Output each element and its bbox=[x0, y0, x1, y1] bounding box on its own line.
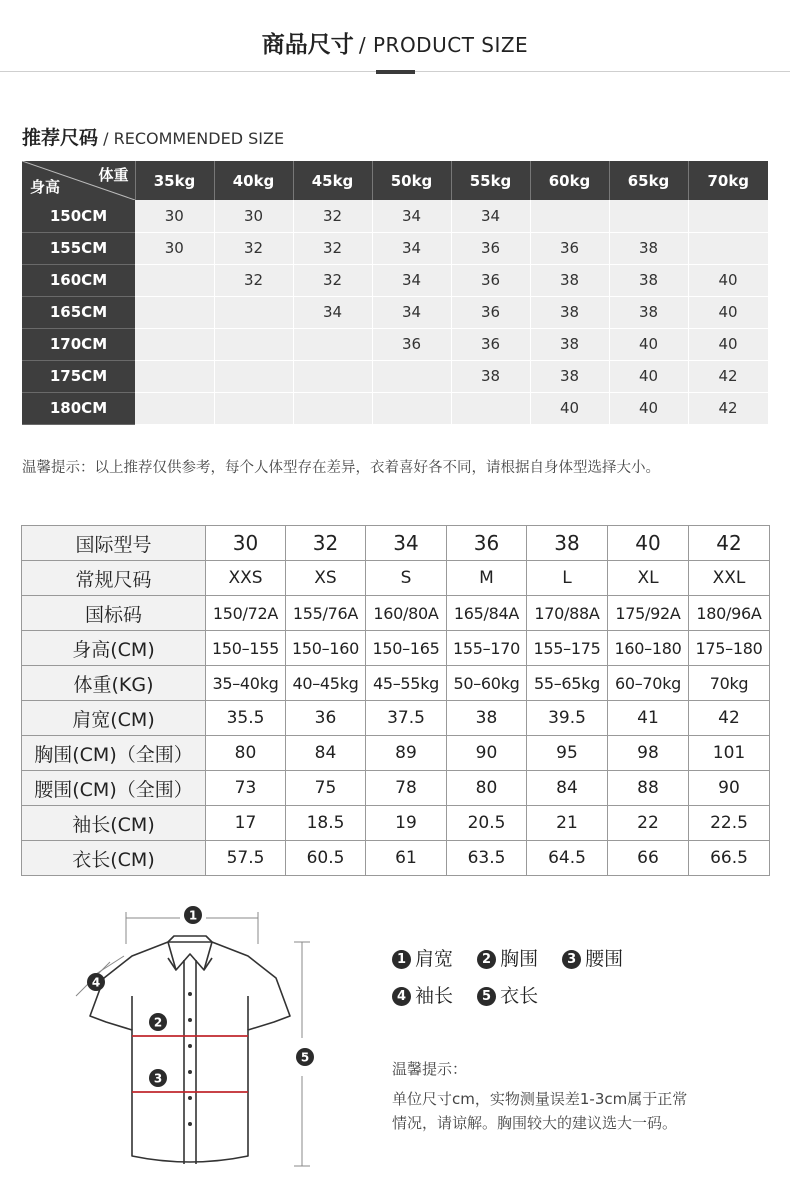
recommended-size-cell: 34 bbox=[372, 200, 451, 232]
legend-label: 肩宽 bbox=[415, 948, 454, 970]
spec-value: 84 bbox=[527, 771, 608, 806]
spec-value: 45–55kg bbox=[366, 666, 447, 701]
weight-header: 55kg bbox=[451, 161, 530, 200]
spec-value: 42 bbox=[689, 701, 770, 736]
recommended-size-cell bbox=[135, 328, 214, 360]
recommended-header-row bbox=[22, 161, 768, 200]
recommended-size-cell bbox=[135, 392, 214, 424]
spec-body bbox=[22, 526, 770, 876]
recommended-size-cell: 40 bbox=[609, 328, 688, 360]
recommended-row bbox=[22, 232, 768, 264]
spec-value: 21 bbox=[527, 806, 608, 841]
recommended-size-cell: 30 bbox=[135, 232, 214, 264]
recommended-size-cell bbox=[214, 328, 293, 360]
spec-value: 70kg bbox=[689, 666, 770, 701]
spec-row bbox=[22, 631, 770, 666]
shirt-measurement-diagram bbox=[70, 898, 340, 1178]
recommended-size-cell bbox=[451, 392, 530, 424]
spec-value: 60.5 bbox=[286, 841, 366, 876]
spec-value: 17 bbox=[206, 806, 286, 841]
spec-value: 73 bbox=[206, 771, 286, 806]
legend-label: 胸围 bbox=[500, 948, 539, 970]
spec-label: 肩宽(CM) bbox=[22, 701, 206, 736]
spec-value: 35–40kg bbox=[206, 666, 286, 701]
page-header bbox=[0, 0, 790, 75]
recommended-size-cell bbox=[135, 296, 214, 328]
height-label: 155CM bbox=[22, 232, 135, 264]
spec-row bbox=[22, 596, 770, 631]
marker-4-label: 4 bbox=[91, 975, 101, 990]
measurement-legend bbox=[392, 944, 641, 1018]
recommended-size-cell: 34 bbox=[372, 264, 451, 296]
spec-value: 40 bbox=[608, 526, 689, 561]
page-title-en: / PRODUCT SIZE bbox=[358, 33, 529, 57]
recommended-row bbox=[22, 360, 768, 392]
spec-value: 19 bbox=[366, 806, 447, 841]
height-label: 175CM bbox=[22, 360, 135, 392]
legend-num: 5 bbox=[477, 987, 496, 1006]
recommended-size-cell: 34 bbox=[451, 200, 530, 232]
collar-points bbox=[168, 942, 212, 970]
recommended-title-cn: 推荐尺码 bbox=[22, 127, 99, 149]
legend-row bbox=[392, 981, 641, 1018]
spec-value: L bbox=[527, 561, 608, 596]
spec-label: 胸围(CM)（全围） bbox=[22, 736, 206, 771]
spec-value: 150/72A bbox=[206, 596, 286, 631]
spec-value: 42 bbox=[689, 526, 770, 561]
recommended-size-cell: 32 bbox=[293, 264, 372, 296]
recommended-size-cell: 40 bbox=[530, 392, 609, 424]
recommended-size-cell bbox=[214, 296, 293, 328]
header-accent-bar bbox=[376, 70, 415, 74]
spec-value: 75 bbox=[286, 771, 366, 806]
marker-1-label: 1 bbox=[188, 908, 198, 923]
spec-value: S bbox=[366, 561, 447, 596]
spec-value: 41 bbox=[608, 701, 689, 736]
legend-label: 腰围 bbox=[585, 948, 624, 970]
recommended-size-cell: 32 bbox=[293, 200, 372, 232]
page-title bbox=[0, 26, 790, 59]
spec-value: 160–180 bbox=[608, 631, 689, 666]
spec-value: 38 bbox=[447, 701, 527, 736]
spec-value: 50–60kg bbox=[447, 666, 527, 701]
recommended-size-cell: 40 bbox=[688, 296, 768, 328]
spec-row bbox=[22, 701, 770, 736]
measurement-tip-line: 情况，请谅解。胸围较大的建议选大一码。 bbox=[392, 1114, 678, 1132]
spec-label: 体重(KG) bbox=[22, 666, 206, 701]
height-label: 170CM bbox=[22, 328, 135, 360]
recommended-size-cell: 40 bbox=[609, 360, 688, 392]
spec-value: 18.5 bbox=[286, 806, 366, 841]
recommended-body bbox=[22, 200, 768, 424]
recommended-size-cell: 38 bbox=[530, 264, 609, 296]
page-title-cn: 商品尺寸 bbox=[261, 32, 354, 58]
weight-header: 70kg bbox=[688, 161, 768, 200]
recommended-row bbox=[22, 328, 768, 360]
spec-row bbox=[22, 806, 770, 841]
recommended-size-cell: 32 bbox=[214, 264, 293, 296]
spec-value: 57.5 bbox=[206, 841, 286, 876]
spec-value: 38 bbox=[527, 526, 608, 561]
spec-value: 40–45kg bbox=[286, 666, 366, 701]
legend-item-shoulder bbox=[392, 944, 453, 971]
measurement-tip-body bbox=[392, 1087, 732, 1135]
spec-value: 155–175 bbox=[527, 631, 608, 666]
spec-value: 165/84A bbox=[447, 596, 527, 631]
spec-value: 90 bbox=[689, 771, 770, 806]
spec-value: 55–65kg bbox=[527, 666, 608, 701]
spec-value: 155–170 bbox=[447, 631, 527, 666]
spec-label: 国际型号 bbox=[22, 526, 206, 561]
shirt-outline bbox=[90, 942, 290, 1162]
corner-height-label: 身高 bbox=[30, 178, 61, 196]
marker-3-label: 3 bbox=[153, 1071, 163, 1086]
recommended-title-en: / RECOMMENDED SIZE bbox=[103, 129, 285, 148]
spec-value: 66 bbox=[608, 841, 689, 876]
collar-band bbox=[168, 936, 212, 942]
recommended-row bbox=[22, 264, 768, 296]
recommended-size-cell: 38 bbox=[609, 232, 688, 264]
legend-row bbox=[392, 944, 641, 981]
spec-value: XXL bbox=[689, 561, 770, 596]
spec-row bbox=[22, 561, 770, 596]
spec-value: 84 bbox=[286, 736, 366, 771]
measurement-tip-title: 温馨提示： bbox=[392, 1060, 468, 1078]
recommended-size-cell: 38 bbox=[451, 360, 530, 392]
spec-row bbox=[22, 771, 770, 806]
recommended-size-cell: 32 bbox=[293, 232, 372, 264]
spec-value: 95 bbox=[527, 736, 608, 771]
legend-num: 1 bbox=[392, 950, 411, 969]
spec-label: 国标码 bbox=[22, 596, 206, 631]
legend-label: 袖长 bbox=[415, 985, 454, 1007]
spec-value: 98 bbox=[608, 736, 689, 771]
spec-value: 160/80A bbox=[366, 596, 447, 631]
corner-cell bbox=[22, 161, 135, 200]
recommended-row bbox=[22, 296, 768, 328]
spec-row bbox=[22, 526, 770, 561]
spec-value: 150–160 bbox=[286, 631, 366, 666]
recommended-size-cell bbox=[530, 200, 609, 232]
recommended-size-cell: 34 bbox=[372, 296, 451, 328]
spec-value: 37.5 bbox=[366, 701, 447, 736]
recommended-size-cell bbox=[135, 264, 214, 296]
spec-value: 150–165 bbox=[366, 631, 447, 666]
spec-value: 66.5 bbox=[689, 841, 770, 876]
height-label: 180CM bbox=[22, 392, 135, 424]
spec-value: 170/88A bbox=[527, 596, 608, 631]
recommended-size-cell: 40 bbox=[609, 392, 688, 424]
spec-value: 32 bbox=[286, 526, 366, 561]
recommended-size-cell bbox=[214, 392, 293, 424]
recommended-size-cell: 32 bbox=[214, 232, 293, 264]
spec-value: XXS bbox=[206, 561, 286, 596]
recommended-size-cell bbox=[293, 392, 372, 424]
recommended-size-cell bbox=[214, 360, 293, 392]
size-spec-table bbox=[21, 525, 770, 876]
spec-value: 60–70kg bbox=[608, 666, 689, 701]
legend-num: 3 bbox=[562, 950, 581, 969]
recommended-size-cell: 34 bbox=[293, 296, 372, 328]
measurement-tip-line: 单位尺寸cm，实物测量误差1-3cm属于正常 bbox=[392, 1090, 688, 1108]
recommended-size-cell: 38 bbox=[609, 264, 688, 296]
weight-header: 60kg bbox=[530, 161, 609, 200]
spec-value: 80 bbox=[206, 736, 286, 771]
spec-value: 88 bbox=[608, 771, 689, 806]
marker-2-label: 2 bbox=[153, 1015, 163, 1030]
corner-weight-label: 体重 bbox=[98, 166, 129, 184]
recommended-row bbox=[22, 200, 768, 232]
spec-row bbox=[22, 666, 770, 701]
spec-value: 90 bbox=[447, 736, 527, 771]
spec-value: 22.5 bbox=[689, 806, 770, 841]
spec-value: 175/92A bbox=[608, 596, 689, 631]
spec-value: M bbox=[447, 561, 527, 596]
height-label: 150CM bbox=[22, 200, 135, 232]
spec-value: XS bbox=[286, 561, 366, 596]
recommended-size-cell bbox=[135, 360, 214, 392]
legend-label: 衣长 bbox=[500, 985, 539, 1007]
spec-value: 80 bbox=[447, 771, 527, 806]
spec-value: 22 bbox=[608, 806, 689, 841]
legend-num: 4 bbox=[392, 987, 411, 1006]
recommended-row bbox=[22, 392, 768, 424]
spec-row bbox=[22, 736, 770, 771]
spec-value: 36 bbox=[286, 701, 366, 736]
legend-item-sleeve bbox=[392, 981, 453, 1008]
height-label: 160CM bbox=[22, 264, 135, 296]
spec-value: 155/76A bbox=[286, 596, 366, 631]
recommended-size-cell bbox=[609, 200, 688, 232]
legend-item-chest bbox=[477, 944, 538, 971]
spec-value: 34 bbox=[366, 526, 447, 561]
weight-header: 40kg bbox=[214, 161, 293, 200]
spec-value: 150–155 bbox=[206, 631, 286, 666]
spec-value: XL bbox=[608, 561, 689, 596]
spec-value: 89 bbox=[366, 736, 447, 771]
recommended-size-cell: 36 bbox=[451, 328, 530, 360]
recommendation-tip: 温馨提示：以上推荐仅供参考，每个人体型存在差异，衣着喜好各不同，请根据自身体型选择大小。 bbox=[22, 460, 660, 476]
recommended-size-cell bbox=[688, 200, 768, 232]
spec-value: 35.5 bbox=[206, 701, 286, 736]
spec-value: 20.5 bbox=[447, 806, 527, 841]
recommended-size-cell: 38 bbox=[530, 360, 609, 392]
recommended-size-cell bbox=[372, 392, 451, 424]
recommended-size-cell: 38 bbox=[609, 296, 688, 328]
recommended-size-cell: 30 bbox=[135, 200, 214, 232]
recommended-size-cell: 36 bbox=[372, 328, 451, 360]
recommended-size-cell bbox=[372, 360, 451, 392]
spec-value: 101 bbox=[689, 736, 770, 771]
recommended-size-cell: 30 bbox=[214, 200, 293, 232]
recommended-size-cell: 36 bbox=[451, 296, 530, 328]
legend-item-length bbox=[477, 981, 538, 1008]
recommended-size-cell: 36 bbox=[451, 232, 530, 264]
recommended-size-cell: 40 bbox=[688, 264, 768, 296]
spec-value: 61 bbox=[366, 841, 447, 876]
spec-value: 63.5 bbox=[447, 841, 527, 876]
recommended-size-cell: 38 bbox=[530, 328, 609, 360]
spec-label: 身高(CM) bbox=[22, 631, 206, 666]
spec-value: 36 bbox=[447, 526, 527, 561]
spec-label: 常规尺码 bbox=[22, 561, 206, 596]
recommended-size-cell: 36 bbox=[451, 264, 530, 296]
recommended-size-cell bbox=[688, 232, 768, 264]
shirt-buttons bbox=[188, 992, 192, 1126]
weight-header: 45kg bbox=[293, 161, 372, 200]
legend-item-waist bbox=[562, 944, 623, 971]
recommended-size-cell: 36 bbox=[530, 232, 609, 264]
spec-value: 64.5 bbox=[527, 841, 608, 876]
marker-5-label: 5 bbox=[300, 1050, 310, 1065]
weight-header: 50kg bbox=[372, 161, 451, 200]
recommended-size-cell bbox=[293, 328, 372, 360]
height-label: 165CM bbox=[22, 296, 135, 328]
spec-value: 30 bbox=[206, 526, 286, 561]
recommended-size-table bbox=[22, 161, 769, 425]
recommended-title bbox=[22, 123, 284, 150]
recommended-size-cell: 42 bbox=[688, 360, 768, 392]
spec-value: 180/96A bbox=[689, 596, 770, 631]
weight-header: 35kg bbox=[135, 161, 214, 200]
spec-label: 袖长(CM) bbox=[22, 806, 206, 841]
recommended-size-cell: 34 bbox=[372, 232, 451, 264]
recommended-size-cell: 38 bbox=[530, 296, 609, 328]
weight-header: 65kg bbox=[609, 161, 688, 200]
recommended-size-cell: 40 bbox=[688, 328, 768, 360]
recommended-size-cell: 42 bbox=[688, 392, 768, 424]
spec-value: 175–180 bbox=[689, 631, 770, 666]
spec-value: 39.5 bbox=[527, 701, 608, 736]
legend-num: 2 bbox=[477, 950, 496, 969]
spec-label: 衣长(CM) bbox=[22, 841, 206, 876]
spec-label: 腰围(CM)（全围） bbox=[22, 771, 206, 806]
recommended-size-cell bbox=[293, 360, 372, 392]
spec-row bbox=[22, 841, 770, 876]
spec-value: 78 bbox=[366, 771, 447, 806]
